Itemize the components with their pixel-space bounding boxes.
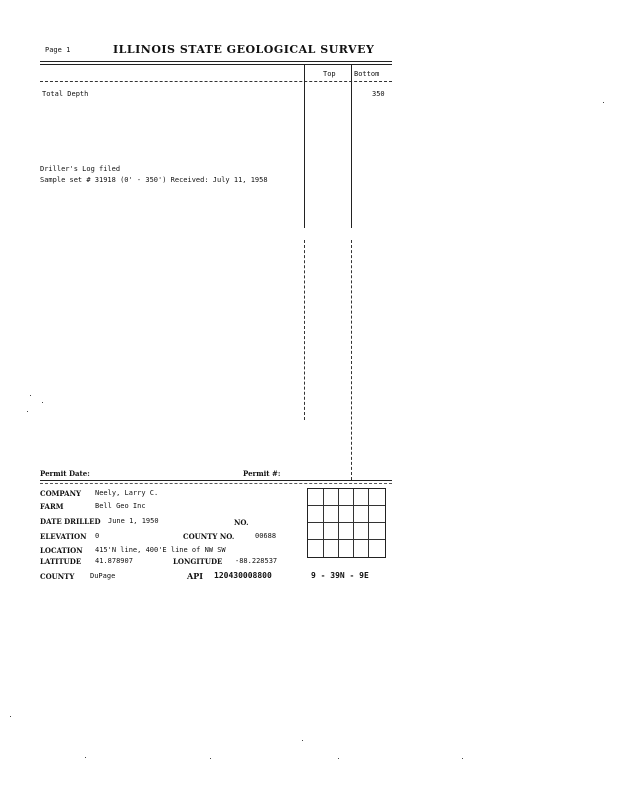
grid-line-v4 [368, 489, 369, 557]
grid-line-v3 [353, 489, 354, 557]
drillers-log-note: Driller's Log filed [40, 165, 121, 173]
grid-line-h1 [308, 505, 385, 506]
section-grid [307, 488, 386, 558]
permit-rule [40, 480, 392, 481]
company-value: Neely, Larry C. [95, 489, 159, 497]
farm-label: FARM [40, 502, 64, 511]
longitude-value: -88.228537 [235, 557, 278, 565]
latitude-value: 41.878907 [95, 557, 133, 565]
grid-line-v1 [323, 489, 324, 557]
location-label: LOCATION [40, 546, 83, 555]
document-title: ILLINOIS STATE GEOLOGICAL SURVEY [113, 43, 375, 56]
grid-line-h2 [308, 522, 385, 523]
county-number-label: COUNTY NO. [183, 532, 235, 541]
grid-line-v2 [338, 489, 339, 557]
county-number-value: 00688 [255, 532, 277, 540]
scan-speck [462, 758, 463, 759]
column-divider-right-dashed [351, 240, 352, 480]
county-label: COUNTY [40, 572, 75, 581]
total-depth-value: 350 [372, 90, 385, 98]
farm-value: Bell Geo Inc [95, 502, 146, 510]
scan-speck [27, 411, 28, 412]
grid-line-h3 [308, 539, 385, 540]
location-value: 415'N line, 400'E line of NW SW [95, 546, 226, 554]
api-value: 120430008800 [214, 571, 272, 580]
header-rule-top-2 [40, 64, 392, 65]
latitude-label: LATITUDE [40, 557, 82, 566]
sample-set-note: Sample set # 31918 (0' - 350') Received: July 11, 1958 [40, 176, 268, 184]
county-value: DuPage [90, 572, 116, 580]
permit-date-label: Permit Date: [40, 469, 90, 478]
elevation-label: ELEVATION [40, 532, 87, 541]
date-drilled-value: June 1, 1950 [108, 517, 159, 525]
total-depth-label: Total Depth [42, 90, 89, 98]
scan-speck [603, 102, 604, 103]
scan-speck [30, 395, 31, 396]
api-label: API [187, 571, 203, 581]
longitude-label: LONGITUDE [173, 557, 223, 566]
scan-speck [10, 716, 11, 717]
well-number-label: NO. [234, 518, 249, 527]
township-range: 9 - 39N - 9E [311, 571, 369, 580]
permit-number-label: Permit #: [243, 469, 281, 478]
date-drilled-label: DATE DRILLED [40, 517, 101, 526]
column-header-top: Top [323, 70, 336, 78]
scan-speck [302, 740, 303, 741]
scan-speck [210, 758, 211, 759]
company-label: COMPANY [40, 489, 81, 498]
scan-speck [42, 402, 43, 403]
column-divider-left [304, 64, 305, 228]
elevation-value: 0 [95, 532, 100, 540]
header-rule-bottom [40, 81, 392, 82]
column-header-bottom: Bottom [354, 70, 380, 78]
column-divider-right [351, 64, 352, 228]
header-rule-top [40, 61, 392, 62]
column-divider-left-dashed [304, 240, 305, 420]
scan-speck [338, 758, 339, 759]
page-number: Page 1 [45, 46, 71, 54]
scan-speck [85, 757, 86, 758]
permit-rule-2 [40, 483, 392, 484]
